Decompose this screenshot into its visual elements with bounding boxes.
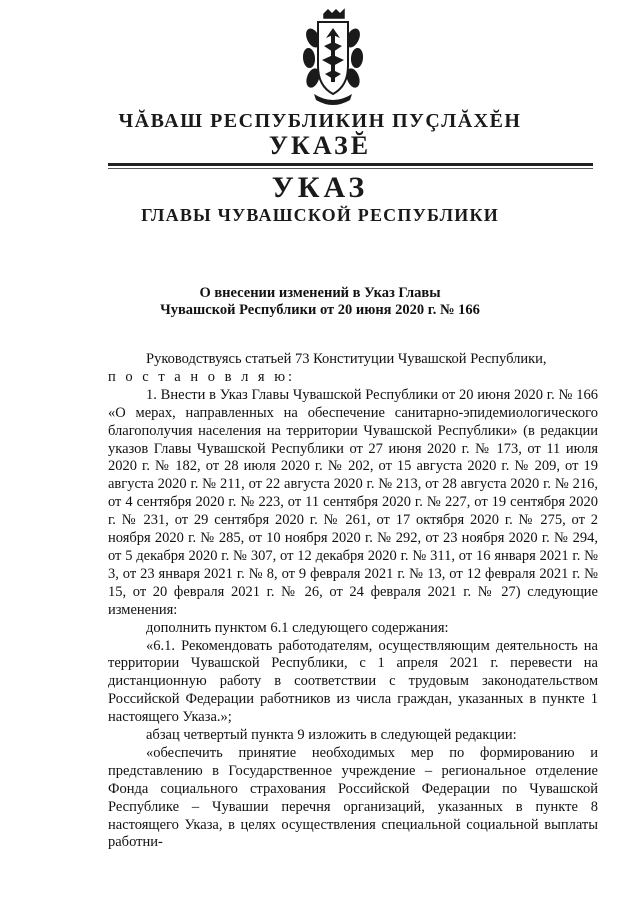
paragraph-quote-6-1: «6.1. Рекомендовать работодателям, осуществляющим деятельность на территории Чувашской Республики, с 1 апреля 2021 г. перевести на дистанционную работу в соответствии с трудовым законодательством Российской Федерации работников из числа граждан, указанных в пункте 1 настоящего Указа.»; bbox=[108, 637, 598, 726]
paragraph-preamble: Руководствуясь статьей 73 Конституции Чувашской Республики, bbox=[146, 351, 547, 367]
document-title bbox=[0, 285, 640, 319]
chuvash-ukaze-title: УКАЗĔ bbox=[268, 131, 372, 160]
paragraph-decree: п о с т а н о в л я ю: bbox=[108, 368, 296, 385]
header-divider-thin bbox=[108, 168, 593, 169]
header-divider bbox=[108, 163, 593, 166]
coat-of-arms-icon bbox=[298, 8, 368, 108]
chuvash-header-line: ЧĂВАШ РЕСПУБЛИКИН ПУÇЛĂХĔН bbox=[118, 110, 522, 132]
paragraph-item-1: 1. Внести в Указ Главы Чувашской Республики от 20 июня 2020 г. № 166 «О мерах, направленных на обеспечение санитарно-эпидемиологического благополучия населения на территории Чувашской Республики» (в редакции указов Главы Чувашской Республики от 27 июня 2020 г. № 173, от 11 июля 2020 г. № 182, от 28 июля 2020 г. № 202, от 15 августа 2020 г. № 209, от 19 августа 2020 г. № 211, от 22 августа 2020 г. № 213, от 28 августа 2020 г. № 216, от 4 сентября 2020 г. № 223, от 11 сентября 2020 г. № 227, от 19 сентября 2020 г. № 231, от 29 сентября 2020 г. № 261, от 17 октября 2020 г. № 275, от 2 ноября 2020 г. № 285, от 10 ноября 2020 г. № 292, от 23 ноября 2020 г. № 294, от 5 декабря 2020 г. № 307, от 12 декабря 2020 г. № 311, от 16 января 2021 г. № 3, от 23 января 2021 г. № 8, от 9 февраля 2021 г. № 13, от 12 февраля 2021 г. № 15, от 20 февраля 2021 г. № 26, от 24 февраля 2021 г. № 27) следующие изменения: bbox=[108, 386, 598, 618]
russian-header-line: ГЛАВЫ ЧУВАШСКОЙ РЕСПУБЛИКИ bbox=[141, 205, 499, 225]
document-title-line-2: Чувашской Республики от 20 июня 2020 г. № 166 bbox=[160, 302, 480, 318]
paragraph-amend-6-1: дополнить пунктом 6.1 следующего содержания: bbox=[146, 619, 449, 636]
document-title-line-1: О внесении изменений в Указ Главы bbox=[199, 285, 441, 301]
document-body bbox=[108, 351, 598, 852]
paragraph-amend-9: абзац четвертый пункта 9 изложить в следующей редакции: bbox=[146, 727, 517, 744]
paragraph-quote-9: «обеспечить принятие необходимых мер по формированию и представлению в Государственное учреждение – региональное отделение Фонда социального страхования Российской Федерации по Чувашской Республике – Чувашии перечня организаций, указанных в пункте 8 настоящего Указа, в целях осуществления специальной социальной выплаты работни- bbox=[108, 744, 598, 851]
russian-ukaz-title: УКАЗ bbox=[271, 171, 369, 204]
